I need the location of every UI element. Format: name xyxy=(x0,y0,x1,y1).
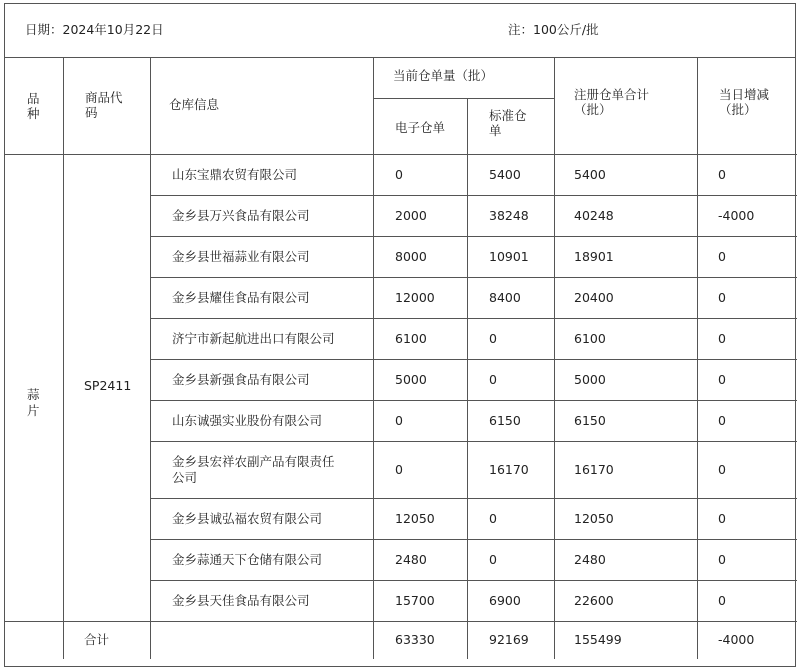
electronic-receipts: 2000 xyxy=(395,207,427,223)
electronic-receipts: 12000 xyxy=(395,289,435,305)
warehouse-name: 金乡县世福蒜业有限公司 xyxy=(172,248,310,264)
grid-line xyxy=(373,98,554,99)
grid-line xyxy=(150,539,797,540)
grid-line xyxy=(150,441,797,442)
electronic-receipts: 5000 xyxy=(395,371,427,387)
warehouse-name: 金乡县天佳食品有限公司 xyxy=(172,592,310,608)
warehouse-receipt-table xyxy=(4,3,796,667)
electronic-receipts: 8000 xyxy=(395,248,427,264)
product-code-cell: SP2411 xyxy=(84,378,132,393)
header-electronic: 电子仓单 xyxy=(395,120,446,135)
electronic-receipts: 15700 xyxy=(395,592,435,608)
electronic-receipts: 12050 xyxy=(395,510,435,526)
grid-line xyxy=(5,621,797,622)
registered-total: 16170 xyxy=(574,461,614,477)
registered-total: 12050 xyxy=(574,510,614,526)
standard-receipts: 16170 xyxy=(489,461,529,477)
daily-change: 0 xyxy=(718,592,726,608)
electronic-receipts: 2480 xyxy=(395,551,427,567)
electronic-receipts: 0 xyxy=(395,461,403,477)
daily-change: 0 xyxy=(718,412,726,428)
electronic-receipts: 6100 xyxy=(395,330,427,346)
warehouse-name: 金乡县宏祥农副产品有限责任 公司 xyxy=(172,453,335,485)
registered-total: 6150 xyxy=(574,412,606,428)
warehouse-name: 济宁市新起航进出口有限公司 xyxy=(172,330,335,346)
header-current-receipts: 当前仓单量（批） xyxy=(393,68,494,83)
standard-receipts: 6150 xyxy=(489,412,521,428)
warehouse-name: 金乡县诚弘福农贸有限公司 xyxy=(172,510,323,526)
warehouse-name: 金乡蒜通天下仓储有限公司 xyxy=(172,551,323,567)
daily-change: 0 xyxy=(718,551,726,567)
daily-change: 0 xyxy=(718,371,726,387)
daily-change: 0 xyxy=(718,166,726,182)
header-product-code: 商品代 码 xyxy=(85,90,123,120)
standard-receipts: 10901 xyxy=(489,248,529,264)
daily-change: 0 xyxy=(718,330,726,346)
electronic-receipts: 0 xyxy=(395,166,403,182)
total-standard: 92169 xyxy=(489,632,529,647)
grid-line xyxy=(5,154,797,155)
warehouse-name: 山东诚强实业股份有限公司 xyxy=(172,412,323,428)
total-electronic: 63330 xyxy=(395,632,435,647)
warehouse-name: 金乡县耀佳食品有限公司 xyxy=(172,289,310,305)
grid-line xyxy=(150,277,797,278)
total-label: 合计 xyxy=(84,632,110,647)
daily-change: 0 xyxy=(718,289,726,305)
header-registered-total: 注册仓单合计 （批） xyxy=(574,87,650,117)
registered-total: 6100 xyxy=(574,330,606,346)
grid-line xyxy=(63,58,64,659)
report-date: 日期：2024年10月22日 xyxy=(25,22,164,37)
standard-receipts: 38248 xyxy=(489,207,529,223)
registered-total: 40248 xyxy=(574,207,614,223)
grid-line xyxy=(150,236,797,237)
variety-cell: 蒜 片 xyxy=(27,387,40,418)
grid-line xyxy=(467,98,468,659)
grid-line xyxy=(150,400,797,401)
daily-change: -4000 xyxy=(718,207,755,223)
registered-total: 2480 xyxy=(574,551,606,567)
standard-receipts: 0 xyxy=(489,551,497,567)
standard-receipts: 0 xyxy=(489,330,497,346)
registered-total: 22600 xyxy=(574,592,614,608)
grid-line xyxy=(150,580,797,581)
standard-receipts: 0 xyxy=(489,510,497,526)
total-registered: 155499 xyxy=(574,632,622,647)
standard-receipts: 0 xyxy=(489,371,497,387)
registered-total: 5000 xyxy=(574,371,606,387)
daily-change: 0 xyxy=(718,461,726,477)
grid-line xyxy=(150,359,797,360)
warehouse-name: 金乡县万兴食品有限公司 xyxy=(172,207,310,223)
registered-total: 5400 xyxy=(574,166,606,182)
electronic-receipts: 0 xyxy=(395,412,403,428)
unit-note: 注：100公斤/批 xyxy=(508,22,599,37)
grid-line xyxy=(150,498,797,499)
standard-receipts: 6900 xyxy=(489,592,521,608)
standard-receipts: 5400 xyxy=(489,166,521,182)
registered-total: 20400 xyxy=(574,289,614,305)
total-change: -4000 xyxy=(718,632,755,647)
header-variety: 品 种 xyxy=(27,91,40,121)
header-daily-change: 当日增减 （批） xyxy=(719,87,770,117)
header-warehouse: 仓库信息 xyxy=(169,97,220,112)
warehouse-name: 金乡县新强食品有限公司 xyxy=(172,371,310,387)
info-bar xyxy=(5,4,795,58)
grid-line xyxy=(150,195,797,196)
registered-total: 18901 xyxy=(574,248,614,264)
daily-change: 0 xyxy=(718,510,726,526)
header-standard: 标准仓 单 xyxy=(489,108,527,138)
standard-receipts: 8400 xyxy=(489,289,521,305)
grid-line xyxy=(150,318,797,319)
daily-change: 0 xyxy=(718,248,726,264)
warehouse-name: 山东宝鼎农贸有限公司 xyxy=(172,166,298,182)
